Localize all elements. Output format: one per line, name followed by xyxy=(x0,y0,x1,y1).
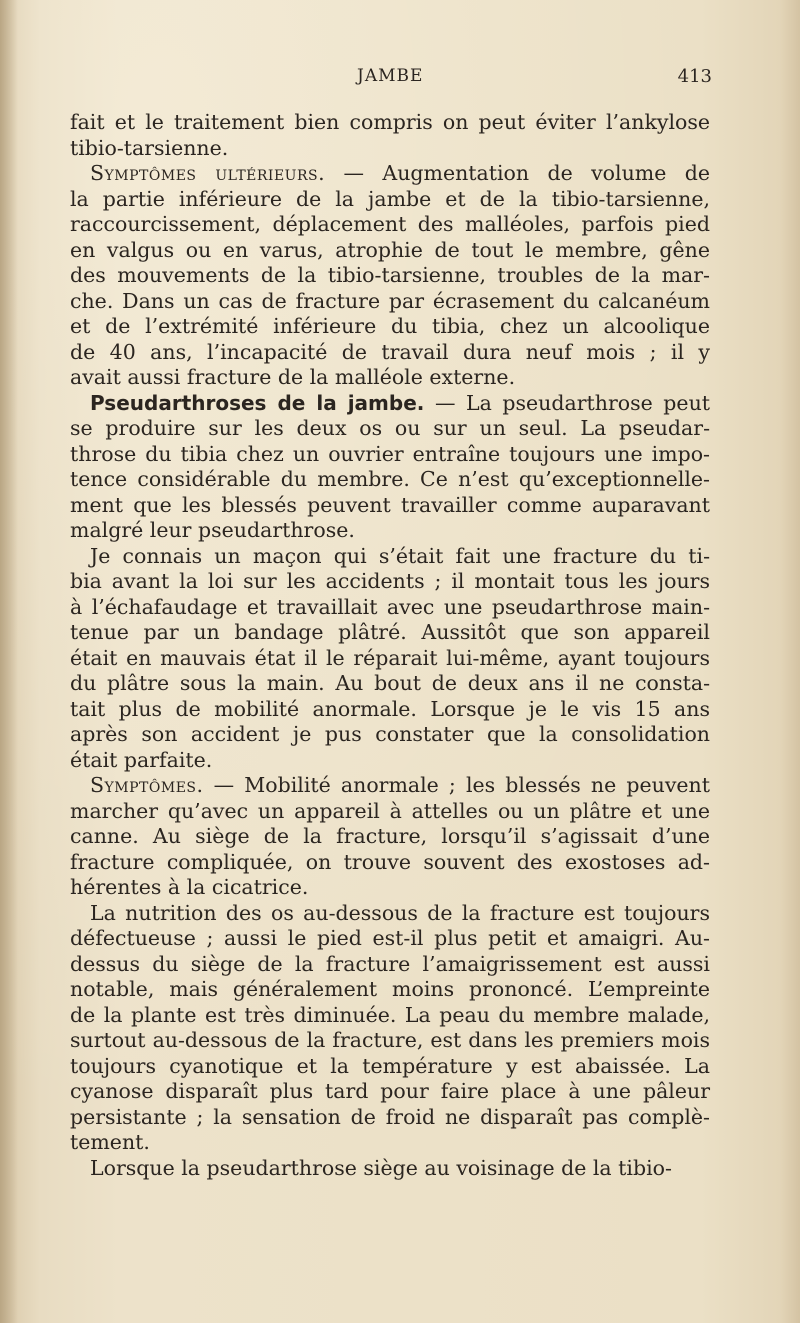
text-line xyxy=(70,391,710,417)
page-body xyxy=(70,110,710,1181)
text-line: tenue par un bandage plâtré. Aussitôt que son appareil xyxy=(70,620,710,644)
text-fragment: — Mobilité anormale ; les blessés ne peuvent xyxy=(203,773,710,797)
text-line: notable, mais généralement moins prononcé. L’empreinte xyxy=(70,977,710,1001)
text-line: cyanose disparaît plus tard pour faire place à une pâleur xyxy=(70,1079,710,1103)
text-line: ment que les blessés peuvent travailler comme auparavant xyxy=(70,492,710,517)
text-line xyxy=(70,773,710,799)
text-line: surtout au-dessous de la fracture, est dans les premiers mois xyxy=(70,1028,710,1052)
text-line: bia avant la loi sur les accidents ; il montait tous les jours xyxy=(70,569,710,593)
text-fragment: — La pseudarthrose peut xyxy=(424,390,711,415)
text-line: avait aussi fracture de la malléole externe. xyxy=(70,365,516,389)
text-line: hérentes à la cicatrice. xyxy=(70,875,309,899)
text-line: toujours cyanotique et la température y est abaissée. La xyxy=(70,1053,710,1078)
text-line: à l’échafaudage et travaillait avec une pseudarthrose main- xyxy=(70,594,710,619)
text-line: persistante ; la sensation de froid ne disparaît pas complè- xyxy=(70,1104,710,1129)
paragraph xyxy=(70,391,710,544)
text-line: Je connais un maçon qui s’était fait une fracture du ti- xyxy=(90,543,710,568)
text-line: était en mauvais état il le réparait lui-même, ayant toujours xyxy=(70,645,710,670)
page-number: 413 xyxy=(677,66,712,87)
text-line: la partie inférieure de la jambe et de la tibio-tarsienne, xyxy=(70,186,710,211)
text-line: de la plante est très diminuée. La peau du membre malade, xyxy=(70,1002,710,1027)
text-line: fait et le traitement bien compris on peut éviter l’ankylose xyxy=(70,110,710,134)
text-line: tement. xyxy=(70,1130,150,1154)
text-line: tence considérable du membre. Ce n’est qu’exceptionnelle- xyxy=(70,467,710,491)
text-line: du plâtre sous la main. Au bout de deux ans il ne consta- xyxy=(70,671,710,695)
running-title: JAMBE xyxy=(357,66,424,86)
text-line: défectueuse ; aussi le pied est-il plus petit et amaigri. Au- xyxy=(70,926,710,950)
text-line: tait plus de mobilité anormale. Lorsque je le vis 15 ans xyxy=(70,696,710,721)
text-line xyxy=(70,161,710,187)
text-line: malgré leur pseudarthrose. xyxy=(70,518,355,542)
text-line: était parfaite. xyxy=(70,747,213,772)
section-heading: Symptômes. xyxy=(90,773,204,797)
text-line: raccourcissement, déplacement des malléoles, parfois pied xyxy=(70,212,710,236)
text-line: che. Dans un cas de fracture par écrasement du calcanéum xyxy=(70,288,710,313)
text-line: marcher qu’avec un appareil à attelles ou un plâtre et une xyxy=(70,798,710,823)
text-line: se produire sur les deux os ou sur un seul. La pseudar- xyxy=(70,416,710,440)
text-line: des mouvements de la tibio-tarsienne, troubles de la mar- xyxy=(70,263,710,287)
text-line: tibio-tarsienne. xyxy=(70,135,229,160)
text-line: fracture compliquée, on trouve souvent des exostoses ad- xyxy=(70,849,710,874)
section-heading: Pseudarthroses de la jambe. xyxy=(90,390,425,415)
text-line: en valgus ou en varus, atrophie de tout le membre, gêne xyxy=(70,237,710,262)
paragraph xyxy=(70,773,710,901)
text-line: canne. Au siège de la fracture, lorsqu’il s’agissait d’une xyxy=(70,824,710,848)
paragraph xyxy=(70,1156,710,1182)
section-heading: Symptômes ultérieurs. xyxy=(90,161,326,185)
page-gutter-shadow xyxy=(0,0,18,1323)
paragraph xyxy=(70,161,710,391)
text-line: La nutrition des os au-dessous de la fracture est toujours xyxy=(90,900,710,925)
text-line: Lorsque la pseudarthrose siège au voisinage de la tibio- xyxy=(90,1155,672,1180)
paragraph xyxy=(70,544,710,774)
paragraph xyxy=(70,110,710,161)
text-fragment: — Augmentation de volume de xyxy=(325,161,710,185)
text-line: après son accident je pus constater que la consolidation xyxy=(70,722,710,746)
paragraph xyxy=(70,901,710,1156)
page-header xyxy=(70,66,710,96)
text-line: throse du tibia chez un ouvrier entraîne toujours une impo- xyxy=(70,441,710,466)
text-line: dessus du siège de la fracture l’amaigrissement est aussi xyxy=(70,951,710,976)
text-line: et de l’extrémité inférieure du tibia, chez un alcoolique xyxy=(70,314,710,338)
text-line: de 40 ans, l’incapacité de travail dura neuf mois ; il y xyxy=(70,339,710,364)
